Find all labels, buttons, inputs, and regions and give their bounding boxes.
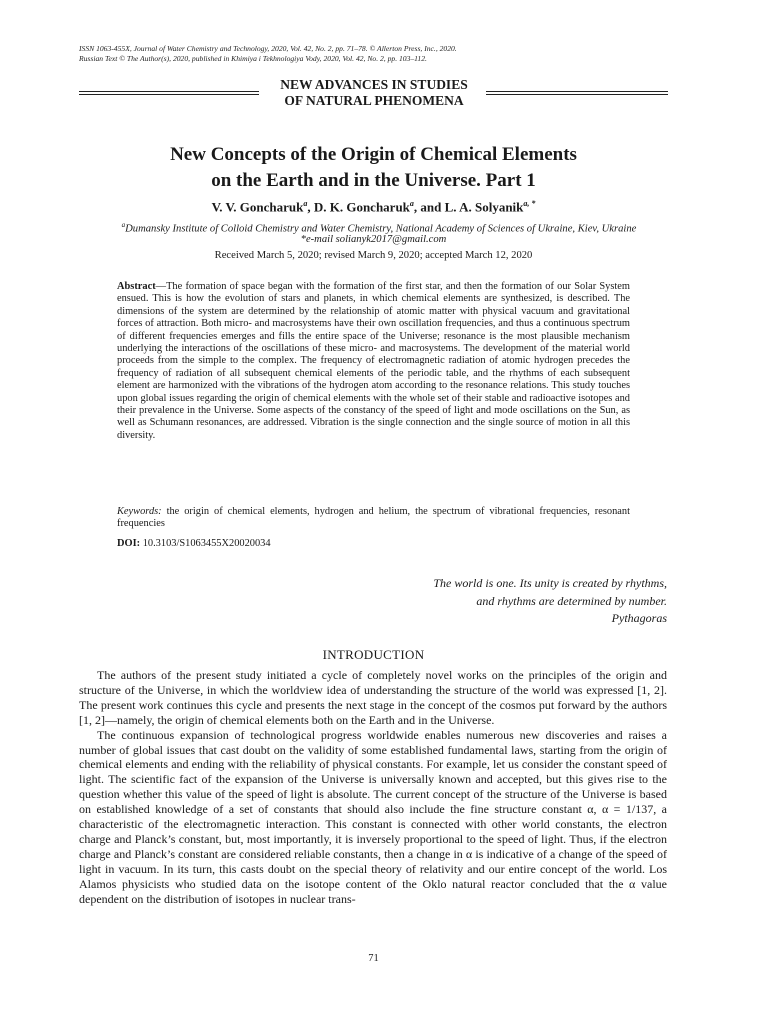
author-separator: , and xyxy=(413,199,445,215)
epigraph-attribution: Pythagoras xyxy=(611,611,667,625)
author-3: L. A. Solyanik xyxy=(444,199,524,215)
section-title xyxy=(269,77,479,109)
body-text xyxy=(79,668,667,907)
journal-header-line-1: ISSN 1063-455X, Journal of Water Chemistry and Technology, 2020, Vol. 42, No. 2, pp. 71–78. © Allerton Press, Inc., 2020. xyxy=(79,44,457,53)
section-heading-introduction: INTRODUCTION xyxy=(322,647,425,662)
abstract xyxy=(117,281,630,442)
author-1-affil: a xyxy=(303,199,308,208)
epigraph-line-2: and rhythms are determined by number. xyxy=(476,593,667,608)
author-2-affil: a xyxy=(409,199,414,208)
author-list xyxy=(79,196,668,215)
section-title-line-2: OF NATURAL PHENOMENA xyxy=(284,93,464,108)
paragraph: The continuous expansion of technological progress worldwide enables numerous new discoveries and raises a number of global issues that cast doubt on the validity of some established fundamental laws, starting from the origin of chemical elements and ending with the reliability of physical constants. For example, let us consider the constant speed of light. The scientific fact of the expansion of the Universe is universally known and accepted, but this gives rise to the question whether this value of the speed of light is absolute. The current concept of the structure of the Universe is based on established knowledge of a set of constants that should also include the fine structure constant α, α = 1/137, a characteristic of the electromagnetic interaction. This constant is connected with other world constants, the electron charge and Planck’s constant, but, most importantly, it is inversely proportional to the speed of light. Thus, if the electron charge and Planck’s constant are considered reliable constants, then a change in α is indicative of a change of the speed of light in vacuum. In its turn, this casts doubt on the special theory of relativity and our entire concept of the world. Los Alamos physicists who studied data on the isotope content of the Oklo natural reactor concluded that the α value dependent on the distribution of isotopes in nuclear trans- xyxy=(79,727,667,906)
page-number: 71 xyxy=(368,953,379,964)
journal-header-line-2: Russian Text © The Author(s), 2020, published in Khimiya i Tekhnologiya Vody, 2020, Vol. 42, No. 2, pp. 103–112. xyxy=(79,54,427,63)
keywords-label: Keywords: xyxy=(117,506,162,517)
keywords-text: the origin of chemical elements, hydrogen and helium, the spectrum of vibrational frequencies, resonant frequencies xyxy=(117,506,630,530)
journal-header xyxy=(79,44,679,64)
author-3-affil: a, * xyxy=(523,199,536,208)
author-separator: , xyxy=(307,199,314,215)
corresponding-email[interactable]: *e-mail solianyk2017@gmail.com xyxy=(300,234,447,245)
received-dates: Received March 5, 2020; revised March 9, 2020; accepted March 12, 2020 xyxy=(214,250,533,261)
abstract-label: Abstract xyxy=(117,281,156,292)
epigraph xyxy=(380,575,667,628)
affiliation-marker: a xyxy=(121,221,126,229)
paper-title-line-1: New Concepts of the Origin of Chemical Elements xyxy=(170,144,577,165)
affiliation-text: Dumansky Institute of Colloid Chemistry and Water Chemistry, National Academy of Sciences of Ukraine, Kiev, Ukraine xyxy=(125,223,637,235)
section-rule-left xyxy=(79,91,259,95)
paragraph: The authors of the present study initiated a cycle of completely novel works on the principles of the origin and structure of the Universe, in which the worldview idea of understanding the structure of the world was expressed [1, 2]. The present work continues this cycle and presents the next stage in the concept of the cosmos put forward by the authors [1, 2]—namely, the origin of chemical elements both on the Earth and in the Universe. xyxy=(79,668,667,727)
paper-title xyxy=(79,142,668,194)
section-banner xyxy=(79,77,668,109)
paper-title-line-2: on the Earth and in the Universe. Part 1 xyxy=(211,170,536,191)
epigraph-line-1: The world is one. Its unity is created by rhythms, xyxy=(433,576,667,590)
doi-label: DOI: xyxy=(117,538,141,549)
section-rule-right xyxy=(486,91,668,95)
section-title-line-1: NEW ADVANCES IN STUDIES xyxy=(280,77,468,92)
keywords xyxy=(117,506,630,531)
doi-link[interactable]: 10.3103/S1063455X20020034 xyxy=(140,538,271,549)
abstract-text: —The formation of space began with the formation of the first star, and then the formation of our Solar System ensued. This is how the evolution of stars and planets, in which chemical elements are synthesized, is described. The dimensions of the system are determined by the relationship of atomic matter with physical vacuum and gravitational forces of attraction. Both micro- and macrosystems have their own oscillation frequencies, and thus a continuous spectrum of different frequencies emerges and fills the entire space of the Universe; resonance is the most plausible mechanism underlying the interactions of the oscillations of these micro- and macrosystems. The development of the material world proceeds from the simple to the complex. The frequency of electromagnetic radiation of atomic hydrogen precedes the frequency of radiation of all subsequent chemical elements of the periodic table, and the rhythms of each subsequent element are harmonized with the vibrations of the hydrogen atom according to the resonance relations. This study touches upon global issues regarding the origin of chemical elements with the whole set of their stable and radioactive isotopes and their prevalence in the Universe. Some aspects of the constancy of the speed of light and mode oscillations on the Sun, as well as Schumann resonances, are addressed. Vibration is the single connection and the single source of motion in all this diversity. xyxy=(117,281,630,441)
doi xyxy=(117,537,630,550)
author-1: V. V. Goncharuk xyxy=(211,199,304,215)
author-2: D. K. Goncharuk xyxy=(313,199,410,215)
